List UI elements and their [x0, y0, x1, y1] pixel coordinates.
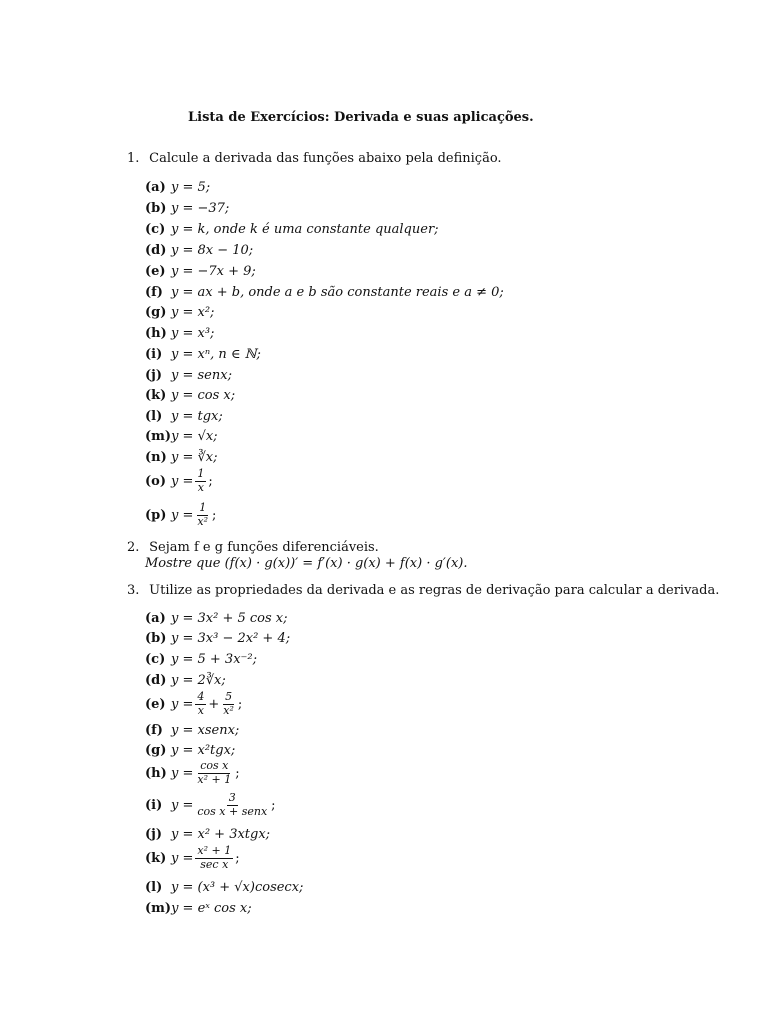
exercise-item [145, 631, 290, 646]
item-label: (m) [145, 901, 172, 916]
exercise-item [145, 743, 235, 758]
item-label: (p) [145, 507, 167, 523]
question-number: 3. [127, 583, 140, 598]
item-label: (i) [145, 347, 163, 362]
item-label: (e) [145, 264, 166, 279]
item-prefix: y = [171, 765, 194, 781]
item-label: (a) [145, 180, 166, 195]
item-expression: y = senx; [171, 368, 232, 383]
numerator: 4 [197, 690, 205, 703]
exercise-item [145, 285, 504, 300]
exercise-item [145, 305, 214, 320]
item-label: (h) [145, 765, 167, 781]
exercise-item [145, 723, 239, 738]
denominator: cos x + senx [197, 804, 268, 818]
item-expression: y = cos x; [171, 388, 236, 403]
exercise-item [145, 326, 214, 341]
item-label: (c) [145, 652, 166, 667]
exercise-item [145, 827, 270, 842]
item-expression: y = √x; [171, 429, 218, 444]
exercise-item [145, 388, 235, 403]
item-expression: y = 8x − 10; [171, 243, 254, 258]
item-label: (j) [145, 827, 163, 842]
fraction [195, 845, 233, 871]
item-label: (a) [145, 611, 166, 626]
item-expression: y = xⁿ, n ∈ ℕ; [171, 347, 261, 362]
exercise-item [145, 243, 253, 258]
fraction [195, 760, 233, 786]
exercise-item [145, 368, 232, 383]
item-expression: y = 2∛x; [171, 673, 226, 688]
numerator: x² + 1 [197, 844, 232, 857]
fraction [195, 468, 206, 494]
item-label: (l) [145, 409, 163, 424]
item-prefix: y = [171, 696, 194, 712]
exercise-item [145, 792, 276, 818]
item-label: (l) [145, 880, 163, 895]
item-expression: y = (x³ + √x)cosecx; [171, 880, 304, 895]
item-suffix: ; [271, 797, 276, 813]
item-label: (d) [145, 243, 167, 258]
item-label: (h) [145, 326, 167, 341]
fraction [195, 691, 206, 717]
item-expression: y = −7x + 9; [171, 264, 256, 279]
item-expression: y = 3x² + 5 cos x; [171, 611, 288, 626]
item-prefix: y = [171, 850, 194, 866]
item-label: (m) [145, 429, 172, 444]
item-label: (f) [145, 285, 163, 300]
numerator: 3 [228, 791, 236, 804]
item-label: (i) [145, 797, 163, 813]
exercise-item [145, 901, 252, 916]
numerator: 1 [199, 501, 207, 514]
plus-sign: + [208, 696, 220, 712]
item-suffix: ; [208, 473, 213, 489]
item-suffix: ; [235, 765, 240, 781]
item-suffix: ; [235, 850, 240, 866]
item-label: (g) [145, 743, 167, 758]
exercise-item [145, 845, 240, 871]
item-expression: y = x³; [171, 326, 215, 341]
item-expression: y = tgx; [171, 409, 223, 424]
fraction [195, 792, 269, 818]
question-text: Sejam f e g funções diferenciáveis. [149, 540, 379, 555]
item-expression: y = −37; [171, 201, 230, 216]
denominator: x² [223, 703, 234, 717]
question-1 [127, 151, 502, 166]
exercise-item [145, 502, 216, 528]
item-expression: y = x² + 3xtgx; [171, 827, 271, 842]
exercise-item [145, 429, 218, 444]
item-label: (g) [145, 305, 167, 320]
item-expression: y = xsenx; [171, 723, 240, 738]
item-expression: y = ∛x; [171, 450, 218, 465]
item-expression: y = x²; [171, 305, 215, 320]
exercise-item [145, 201, 229, 216]
item-label: (f) [145, 723, 163, 738]
item-suffix: ; [212, 507, 217, 523]
item-prefix: y = [171, 507, 194, 523]
fraction [195, 502, 210, 528]
item-expression: y = 5; [171, 180, 211, 195]
denominator: sec x [200, 857, 229, 871]
item-expression: y = x²tgx; [171, 743, 236, 758]
item-prefix: y = [171, 473, 194, 489]
exercise-item [145, 673, 226, 688]
item-expression: y = 5 + 3x⁻²; [171, 652, 257, 667]
item-label: (o) [145, 473, 166, 489]
fraction [221, 691, 236, 717]
denominator: x [197, 703, 204, 717]
question-2 [127, 540, 379, 555]
question-number: 2. [127, 540, 140, 555]
exercise-item [145, 347, 261, 362]
question-2-statement: Mostre que (f(x) · g(x))′ = f′(x) · g(x) + f(x) · g′(x). [145, 556, 468, 571]
exercise-item [145, 760, 240, 786]
exercise-item [145, 450, 218, 465]
exercise-item [145, 880, 303, 895]
item-expression: y = ax + b, onde a e b são constante reais e a ≠ 0; [171, 285, 504, 300]
item-expression: y = eˣ cos x; [171, 901, 252, 916]
denominator: x² [197, 514, 208, 528]
denominator: x² + 1 [197, 772, 232, 786]
item-label: (d) [145, 673, 167, 688]
numerator: cos x [200, 759, 229, 772]
exercise-item [145, 409, 223, 424]
item-label: (n) [145, 450, 167, 465]
numerator: 5 [225, 690, 233, 703]
item-label: (j) [145, 368, 163, 383]
item-label: (k) [145, 388, 167, 403]
question-number: 1. [127, 151, 140, 166]
exercise-item [145, 611, 288, 626]
numerator: 1 [197, 467, 205, 480]
item-label: (e) [145, 696, 166, 712]
exercise-item [145, 468, 213, 494]
item-label: (b) [145, 201, 167, 216]
denominator: x [197, 480, 204, 494]
item-label: (c) [145, 222, 166, 237]
item-suffix: ; [237, 696, 243, 712]
item-expression: y = k, onde k é uma constante qualquer; [171, 222, 439, 237]
item-label: (b) [145, 631, 167, 646]
question-text: Calcule a derivada das funções abaixo pela definição. [149, 151, 502, 166]
item-prefix: y = [171, 797, 194, 813]
item-expression: y = 3x³ − 2x² + 4; [171, 631, 291, 646]
exercise-item [145, 180, 210, 195]
question-3 [127, 583, 719, 598]
item-label: (k) [145, 850, 167, 866]
exercise-item [145, 691, 242, 717]
page-title: Lista de Exercícios: Derivada e suas aplicações. [188, 110, 534, 125]
exercise-item [145, 652, 257, 667]
question-text: Utilize as propriedades da derivada e as regras de derivação para calcular a derivada. [149, 583, 720, 598]
exercise-item [145, 222, 439, 237]
exercise-item [145, 264, 256, 279]
